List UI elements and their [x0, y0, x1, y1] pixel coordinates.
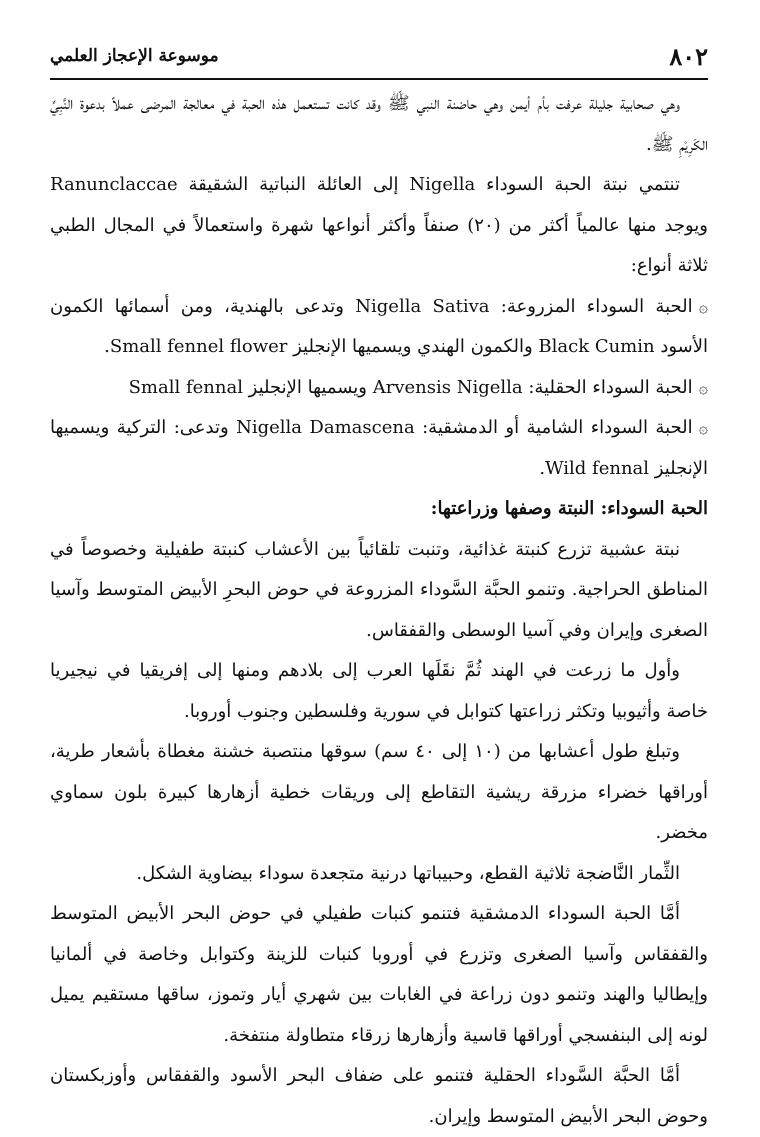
- page-body: [50, 84, 708, 1137]
- ornament-bullet-icon: ۞: [698, 418, 708, 437]
- paragraph-classification: تنتمي نبتة الحبة السوداء Nigella إلى العائلة النباتية الشقيقة Ranunclaccae ويوجد منها عالمياً أكثر من (٢٠) صنفاً وأكثر أنواعها شهرة واستعمالاً في المجال الطبي ثلاثة أنواع:: [50, 174, 708, 276]
- paragraph: نبتة عشبية تزرع كنبتة غذائية، وتنبت تلقائياً بين الأعشاب كنبتة طفيلية وخصوصاً في المناطق الحراجية. وتنمو الحبَّة السَّوداء المزروعة في حوض البحرِ الأبيض المتوسط وآسيا الصغرى وإيران وفي آسيا الوسطى والقفقاس.: [50, 538, 708, 641]
- page-number: ٨٠٢: [669, 42, 708, 71]
- bullet-item: [50, 287, 708, 368]
- paragraph: وتبلغ طول أعشابها من (١٠ إلى ٤٠ سم) سوقها منتصبة خشنة مغطاة بأشعار طرية، أوراقها خضراء مزرقة ريشية التقاطع إلى وريقات خطية أزهارها كبيرة بلون سماوي مخضر.: [50, 741, 708, 843]
- ornament-bullet-icon: ۞: [698, 296, 708, 316]
- bullet-text: الحبة السوداء المزروعة: Nigella Sativa وتدعى بالهندية، ومن أسمائها الكمون الأسود Black Cumin والكمون الهندي ويسميها الإنجليز Small fennel flower.: [50, 295, 708, 357]
- running-title: موسوعة الإعجاز العلمي: [50, 46, 219, 66]
- paragraph: أمَّا الحبَّة السَّوداء الحقلية فتنمو على ضفاف البحر الأسود والقفقاس وأوزبكستان وحوض البحر الأبيض المتوسط وإيران.: [50, 1065, 708, 1127]
- paragraph: وأول ما زرعت في الهند ثُمَّ نقَلَها العرب إلى بلادهم ومنها إلى إفريقيا في نيجيريا خاصة وأثيوبيا وتكثر زراعتها كتوابل في سورية وفلسطين وجنوب أوروبا.: [50, 660, 708, 722]
- section-heading: الحبة السوداء: النبتة وصفها وزراعتها:: [430, 498, 708, 519]
- bullet-text: الحبة السوداء الحقلية: Arvensis Nigella ويسميها الإنجليز Small fennal: [128, 376, 693, 398]
- bullet-item: [50, 368, 708, 409]
- bullet-item: [50, 408, 708, 489]
- paragraph: أمَّا الحبة السوداء الدمشقية فتنمو كنبات طفيلي في حوض البحر الأبيض المتوسط والقفقاس وآسيا الصغرى وتزرع في أوروبا كنبات للزينة وكتوابل وخاصة في ألمانيا وإيطاليا والهند وتنمو دون زراعة في الغابات بين شهري أيار وتموز، ساقها مستقيم يميل لونه إلى البنفسجي أوراقها قاسية وأزهارها زرقاء متطاولة منتفخة.: [50, 903, 708, 1046]
- paragraph: الثِّمار النَّاضجة ثلاثية القطع، وحبيباتها درنية متجعدة سوداء بيضاوية الشكل.: [136, 862, 680, 884]
- page-header: [50, 40, 708, 80]
- paragraph-intro: وهي صحابية جليلة عرفت بأم أيمن وهي حاضنة النبي ﷺ وقد كانت تستعمل هذه الحبة في معالجة المرضى عملاً بدعوة النَّبِيِّ الكَرِيْمِ ﷺ.: [50, 93, 708, 155]
- bullet-text: الحبة السوداء الشامية أو الدمشقية: Nigella Damascena وتدعى: التركية ويسميها الإنجليز Wild fennal.: [50, 417, 708, 479]
- ornament-bullet-icon: ۞: [698, 377, 708, 397]
